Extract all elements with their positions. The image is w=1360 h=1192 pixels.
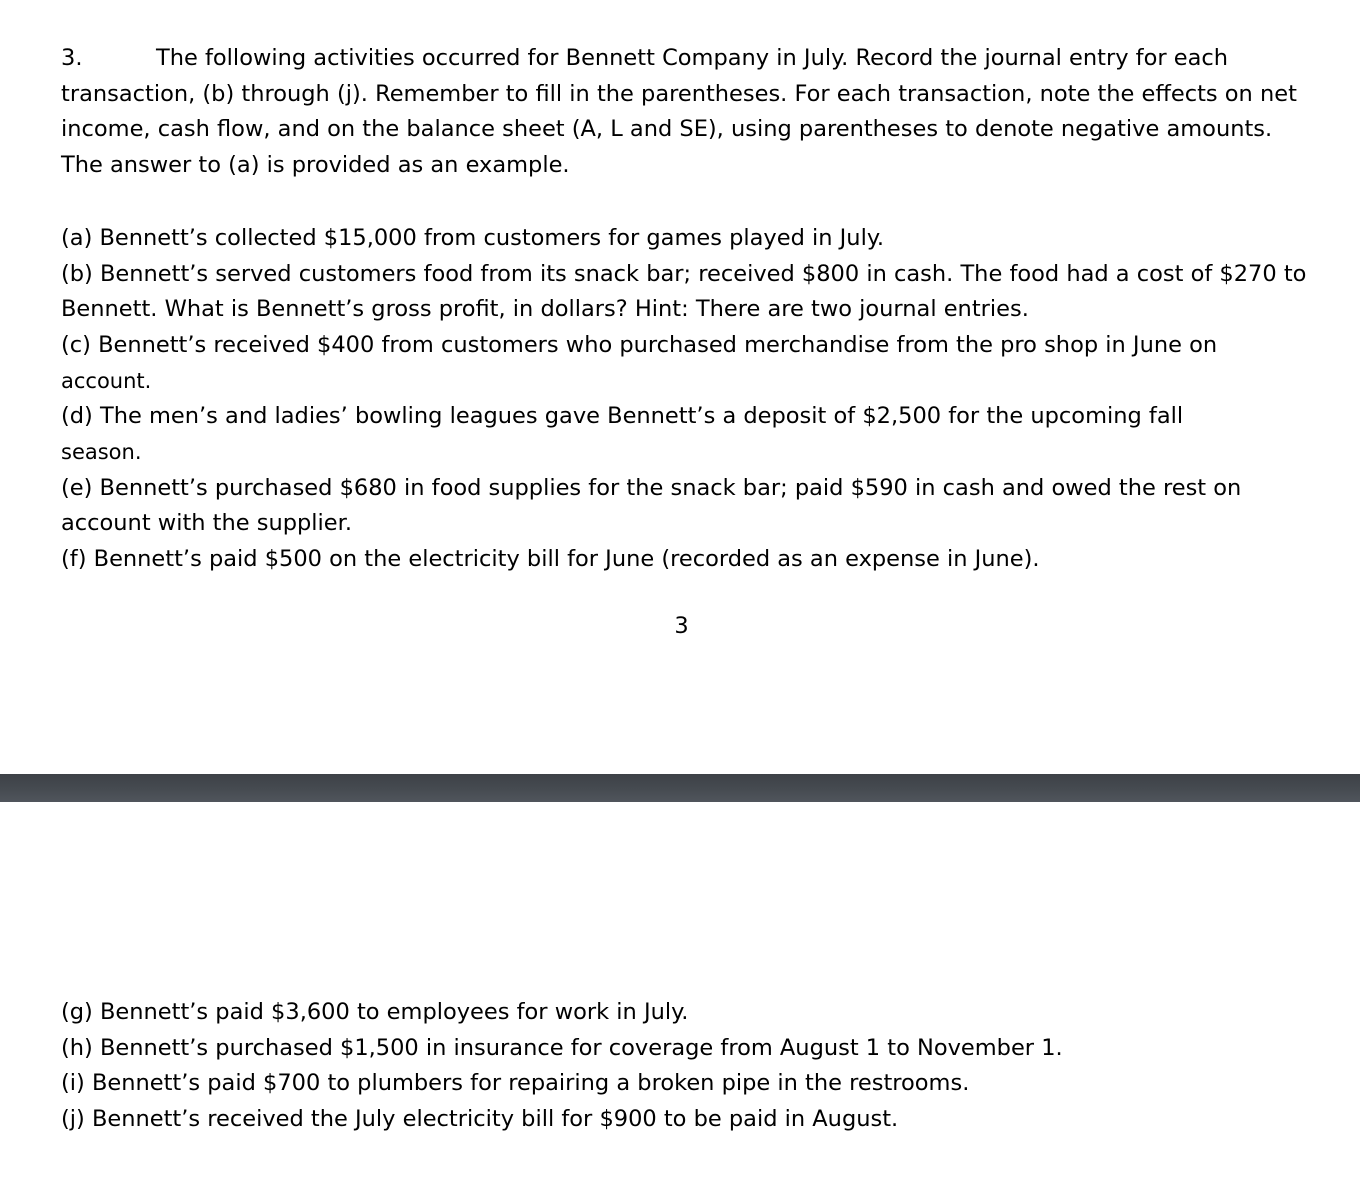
page-2-content [61,995,1311,1138]
transaction-d-text: (d) The men’s and ladies’ bowling leagues gave Bennett’s a deposit of $2,500 for the upcoming fall [61,403,1184,430]
transaction-i [61,1066,1311,1102]
transaction-i-text: (i) Bennett’s paid $700 to plumbers for repairing a broken pipe in the restrooms. [61,1070,970,1097]
transaction-g [61,995,1311,1031]
transaction-g-text: (g) Bennett’s paid $3,600 to employees for work in July. [61,999,689,1025]
transaction-c-text: (c) Bennett’s received $400 from customers who purchased merchandise from the pro shop in June on [61,331,1218,358]
transaction-c [61,328,1311,399]
transaction-a-text: (a) Bennett’s collected $15,000 from customers for games played in July. [61,224,885,251]
page-break-separator [0,774,1360,802]
transaction-d [61,399,1311,470]
transaction-b-text: (b) Bennett’s served customers food from its snack bar; received $800 in cash. The food had a cost of $270 to Bennett. What is Bennett’s gross profit, in dollars? Hint: There are two journal entries. [61,260,1307,323]
transaction-e-text: (e) Bennett’s purchased $680 in food supplies for the snack bar; paid $590 in cash and owed the rest on account with the supplier. [61,474,1242,537]
question-text: The following activities occurred for Bennett Company in July. Record the journal entry for each transaction, (b) through (j). Remember to fill in the parentheses. For each transaction, note the effects on net income, cash flow, and on the balance sheet (A, L and SE), using parentheses to denote negative amounts. The answer to (a) is provided as an example. [61,45,1297,179]
page-number: 3 [674,613,689,639]
transaction-h [61,1031,1311,1067]
transaction-f-text: (f) Bennett’s paid $500 on the electricity bill for June (recorded as an expense in June). [61,546,1040,573]
transaction-list-page-2 [61,995,1311,1138]
page-1-content [61,41,1311,578]
transaction-j [61,1102,1311,1138]
transaction-e [61,471,1311,542]
transaction-d-continuation: season. [61,440,142,465]
transaction-a [61,221,1311,257]
transaction-b [61,257,1311,328]
transaction-list-page-1 [61,221,1311,578]
transaction-f [61,542,1311,578]
question-number: 3. [61,45,83,71]
transaction-j-text: (j) Bennett’s received the July electricity bill for $900 to be paid in August. [61,1106,899,1133]
transaction-h-text: (h) Bennett’s purchased $1,500 in insurance for coverage from August 1 to November 1. [61,1034,1063,1061]
question-intro [61,41,1311,184]
transaction-c-continuation: account. [61,368,152,393]
